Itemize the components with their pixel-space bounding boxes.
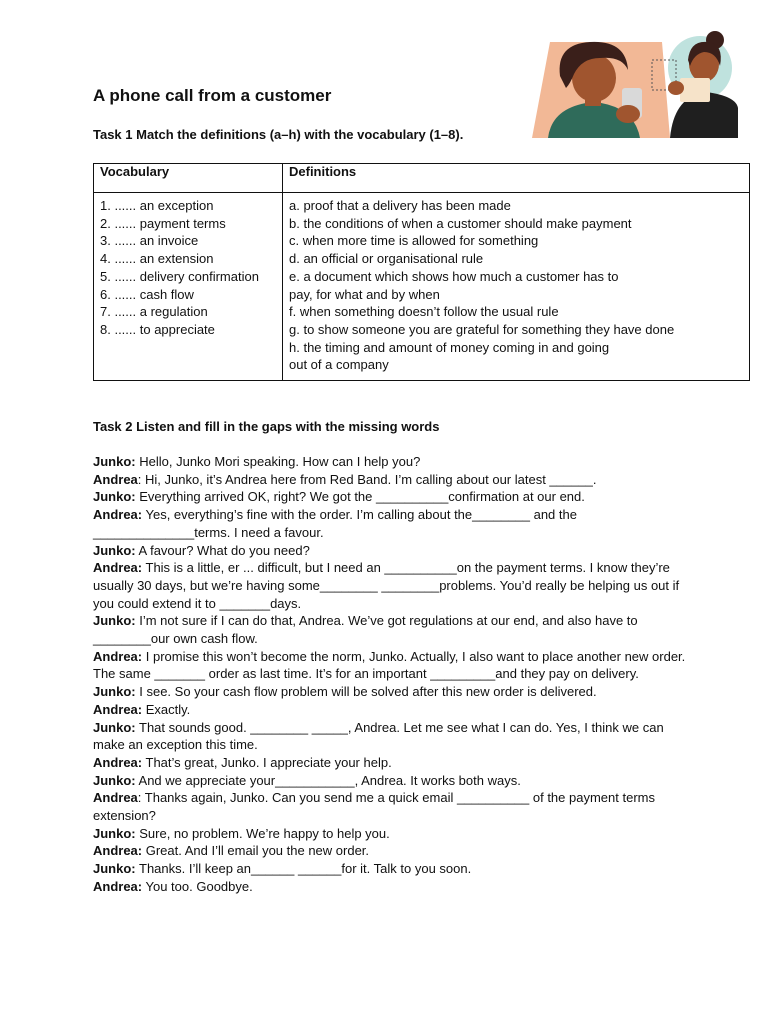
dialogue-line [93, 860, 693, 878]
vocabulary-item: 4. ...... an extension [100, 251, 214, 267]
table-body-row [94, 193, 750, 381]
dialogue-line [93, 648, 693, 683]
vocabulary-item: 8. ...... to appreciate [100, 321, 215, 337]
dialogue-line [93, 825, 693, 843]
speaker-name: Andrea: [93, 754, 143, 770]
vocabulary-item: 7. ...... a regulation [100, 304, 208, 320]
dialogue-text: : Hi, Junko, it’s Andrea here from Red Band. I’m calling about our latest ______. [137, 471, 597, 487]
speaker-name: Junko: [93, 772, 136, 788]
vocabulary-table [93, 163, 750, 381]
dialogue-text: That’s great, Junko. I appreciate your help. [142, 754, 392, 770]
speaker-name: Andrea: [93, 507, 143, 523]
definition-item: d. an official or organisational rule [289, 251, 484, 267]
vocabulary-header: Vocabulary [94, 164, 283, 193]
dialogue-line [93, 471, 693, 489]
dialogue-line [93, 842, 693, 860]
speaker-name: Andrea: [93, 701, 143, 717]
speaker-name: Andrea [93, 790, 138, 806]
dialogue-line [93, 559, 693, 612]
dialogue-line [93, 542, 693, 560]
speaker-name: Junko: [93, 454, 136, 469]
dialogue-text: And we appreciate your___________, Andrea. It works both ways. [135, 772, 521, 788]
dialogue-text: : Thanks again, Junko. Can you send me a quick email __________ of the payment terms extension? [93, 790, 655, 824]
document-card [680, 78, 710, 102]
dialogue-line [93, 719, 693, 754]
speaker-name: Junko: [93, 861, 136, 877]
speaker-name: Junko: [93, 613, 136, 629]
vocabulary-item: 6. ...... cash flow [100, 286, 194, 302]
definition-item: pay, for what and by when [289, 286, 440, 302]
dialogue-text: Yes, everything’s fine with the order. I’m calling about the________ and the ______________terms. I need a favour. [93, 507, 577, 540]
dialogue-text: Everything arrived OK, right? We got the __________confirmation at our end. [135, 489, 585, 505]
dialogue-text: I’m not sure if I can do that, Andrea. We’ve got regulations at our end, and also have to ________our own cash flow. [93, 613, 638, 647]
task2-instruction: Task 2 Listen and fill in the gaps with the missing words [93, 419, 440, 434]
dialogue-line [93, 789, 693, 824]
speaker-name: Junko: [93, 684, 136, 700]
dialogue-line [93, 506, 693, 541]
speaker-name: Junko: [93, 719, 136, 735]
dialogue-text: Great. And I’ll email you the new order. [142, 843, 370, 859]
definition-item: out of a company [289, 357, 389, 373]
vocabulary-item: 5. ...... delivery confirmation [100, 268, 259, 284]
definition-item: c. when more time is allowed for something [289, 233, 539, 249]
table-header-row [94, 164, 750, 193]
speaker-name: Andrea: [93, 560, 143, 576]
dialogue-text: A favour? What do you need? [135, 542, 310, 558]
dialogue-line [93, 772, 693, 790]
speaker-name: Andrea: [93, 878, 143, 894]
speaker-name: Andrea: [93, 843, 143, 859]
dialogue-line [93, 453, 693, 471]
dialogue-text: You too. Goodbye. [142, 878, 253, 894]
dialogue-text: I promise this won’t become the norm, Junko. Actually, I also want to place another new order. The same _______ order as last time. It’s for an important _________and they pay on delivery. [93, 648, 686, 682]
speaker-name: Andrea [93, 471, 138, 487]
definition-item: e. a document which shows how much a customer has to [289, 268, 619, 284]
page-title: A phone call from a customer [93, 86, 332, 105]
dialogue-text: That sounds good. ________ _____, Andrea. Let me see what I can do. Yes, I think we can make an exception this time. [93, 719, 664, 753]
vocabulary-item: 2. ...... payment terms [100, 215, 226, 231]
dialogue-text: Thanks. I’ll keep an______ ______for it. Talk to you soon. [135, 861, 472, 877]
dialogue-text: Exactly. [142, 701, 191, 717]
vocabulary-item: 1. ...... an exception [100, 198, 214, 213]
dialogue-line [93, 488, 693, 506]
speaker-name: Junko: [93, 825, 136, 841]
phone-call-illustration [530, 22, 740, 138]
speaker-name: Junko: [93, 542, 136, 558]
dialogue-text: I see. So your cash flow problem will be solved after this new order is delivered. [135, 684, 597, 700]
dialogue-text: Hello, Junko Mori speaking. How can I help you? [135, 454, 421, 469]
dialogue-line [93, 683, 693, 701]
person-left-hand [616, 105, 640, 123]
speaker-name: Andrea: [93, 648, 143, 664]
definition-item: f. when something doesn’t follow the usual rule [289, 304, 559, 320]
task1-instruction: Task 1 Match the definitions (a–h) with the vocabulary (1–8). [93, 127, 464, 142]
dialogue [93, 453, 693, 896]
dialogue-text: Sure, no problem. We’re happy to help you. [135, 825, 390, 841]
definition-item: a. proof that a delivery has been made [289, 198, 511, 213]
speaker-name: Junko: [93, 489, 136, 505]
vocabulary-cell [94, 193, 283, 381]
definitions-cell [283, 193, 750, 381]
person-right-hand [668, 81, 684, 95]
dialogue-line [93, 754, 693, 772]
dialogue-text: This is a little, er ... difficult, but I need an __________on the payment terms. I know they’re usually 30 days, but we’re having some________ ________problems. You’d really be helping us out if you could extend it to _______days. [93, 560, 680, 611]
dialogue-line [93, 701, 693, 719]
dialogue-line [93, 612, 693, 647]
definition-item: b. the conditions of when a customer should make payment [289, 215, 632, 231]
dialogue-line [93, 878, 693, 896]
definition-item: g. to show someone you are grateful for something they have done [289, 321, 675, 337]
definitions-header: Definitions [283, 164, 750, 193]
vocabulary-item: 3. ...... an invoice [100, 233, 199, 249]
definition-item: h. the timing and amount of money coming in and going [289, 339, 610, 355]
